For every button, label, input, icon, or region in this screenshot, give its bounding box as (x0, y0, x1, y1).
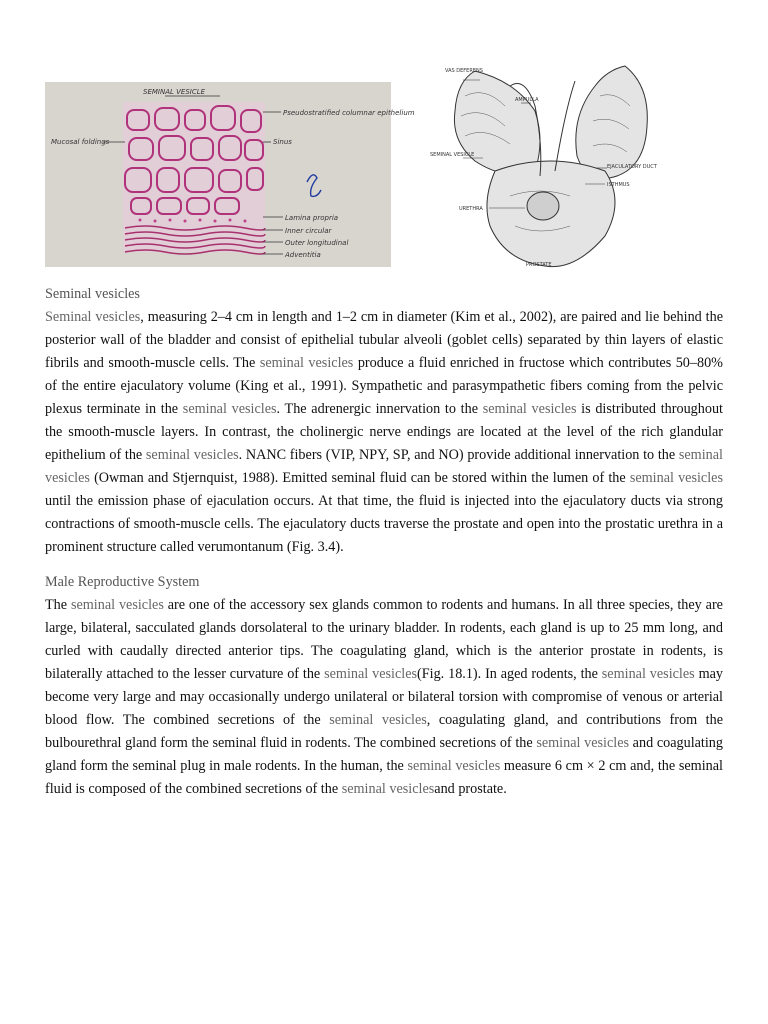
anatomy-drawing-figure (425, 56, 675, 268)
text-run: may become very large and may occasionally undergo unilateral or bilateral torsion with compromise of venous or arterial blood flow. The combined secretions of the (45, 666, 723, 728)
term-seminal-vesicles: seminal vesicles (70, 597, 164, 613)
document-body (45, 283, 723, 801)
lamina-propria-label: Lamina propria (285, 214, 339, 222)
term-seminal-vesicles: seminal vesicles (601, 666, 695, 682)
text-run: measure 6 cm × 2 cm and, the seminal fluid is composed of the combined secretions of the (45, 758, 723, 797)
text-run: are one of the accessory sex glands common to rodents and humans. In all three species, they are large, bilateral, sacculated glands dorsolateral to the urinary bladder. In rodents, each gland is up to 25 mm long, and curled with caudally directed anterior tips. The coagulating gland, which is the anterior prostate in rodents, is bilaterally attached to the lesser curvature of the (45, 597, 723, 682)
isthmus-label: ISTHMUS (607, 182, 630, 188)
term-seminal-vesicles: seminal vesicles (324, 666, 418, 682)
adventitia-label: Adventitia (285, 251, 321, 259)
text-run: . The adrenergic innervation to the (276, 401, 483, 417)
term-seminal-vesicles: seminal vesicles (341, 781, 435, 797)
term-seminal-vesicles: seminal vesicles (259, 355, 354, 371)
section-heading-male-reproductive-system: Male Reproductive System (45, 574, 200, 590)
term-seminal-vesicles: seminal vesicles (45, 447, 723, 486)
anatomy-drawing (425, 56, 675, 268)
prostate-label: PROSTATE (526, 262, 552, 268)
outer-longitudinal-label: Outer longitudinal (285, 239, 349, 247)
histology-title-label: SEMINAL VESICLE (143, 88, 206, 96)
paragraph-male-reproductive-system (45, 594, 723, 801)
term-seminal-vesicles: seminal vesicles (407, 758, 501, 774)
term-seminal-vesicles: seminal vesicles (182, 401, 277, 417)
text-run: . NANC fibers (VIP, NPY, SP, and NO) provide additional innervation to the (238, 447, 679, 463)
text-run: (Owman and Stjernquist, 1988). Emitted seminal fluid can be stored within the lumen of the (89, 470, 630, 486)
text-run: and coagulating gland form the seminal plug in male rodents. In the human, the (45, 735, 723, 774)
histology-sketch-figure (45, 82, 415, 267)
urethra-label: URETHRA (459, 206, 483, 212)
seminal-vesicle-label: SEMINAL VESICLE (430, 152, 475, 158)
ampulla-label: AMPULLA (515, 97, 539, 103)
text-run: , measuring 2–4 cm in length and 1–2 cm in diameter (Kim et al., 2002), are paired and lie behind the posterior wall of the bladder and consist of epithelial tubular alveoli (goblet cells) separated by thin layers of elastic fibrils and smooth-muscle cells. The (45, 309, 723, 371)
term-seminal-vesicles: seminal vesicles (329, 712, 427, 728)
term-seminal-vesicles: seminal vesicles (536, 735, 630, 751)
pseudostratified-label: Pseudostratified columnar epithelium (283, 109, 415, 117)
vas-deferens-label: VAS DEFERENS (445, 68, 483, 74)
text-run: The (45, 597, 71, 613)
inner-circular-label: Inner circular (285, 227, 332, 235)
text-run: is distributed throughout the smooth-muscle layers. In contrast, the cholinergic nerve endings are located at the level of the rich glandular epithelium of the (45, 401, 723, 463)
mucosal-foldings-label: Mucosal foldings (51, 138, 110, 146)
text-run: until the emission phase of ejaculation occurs. At that time, the fluid is injected into the ejaculatory ducts via strong contractions of smooth-muscle cells. The ejaculatory ducts traverse the prostate and open into the prostatic urethra in a prominent structure called verumontanum (Fig. 3.4). (45, 493, 723, 555)
text-run: and prostate. (434, 781, 507, 797)
histology-sketch-drawing (45, 82, 415, 267)
term-seminal-vesicles: seminal vesicles (629, 470, 723, 486)
ejaculatory-duct-label: EJACULATORY DUCT (607, 164, 657, 170)
text-run: produce a fluid enriched in fructose which contributes 50–80% of the entire ejaculatory volume (King et al., 1991). Sympathetic and parasympathetic fibers coming from the pelvic plexus terminate in the (45, 355, 724, 417)
term-seminal-vesicles: Seminal vesicles (45, 309, 141, 325)
paragraph-seminal-vesicles (45, 306, 723, 559)
term-seminal-vesicles: seminal vesicles (145, 447, 239, 463)
sinus-label: Sinus (273, 138, 292, 146)
text-run: (Fig. 18.1). In aged rodents, the (417, 666, 602, 682)
term-seminal-vesicles: seminal vesicles (482, 401, 577, 417)
section-heading-seminal-vesicles: Seminal vesicles (45, 286, 140, 302)
text-run: , coagulating gland, and contributions from the bulbourethral gland form the seminal fluid in rodents. The combined secretions of the (45, 712, 723, 751)
